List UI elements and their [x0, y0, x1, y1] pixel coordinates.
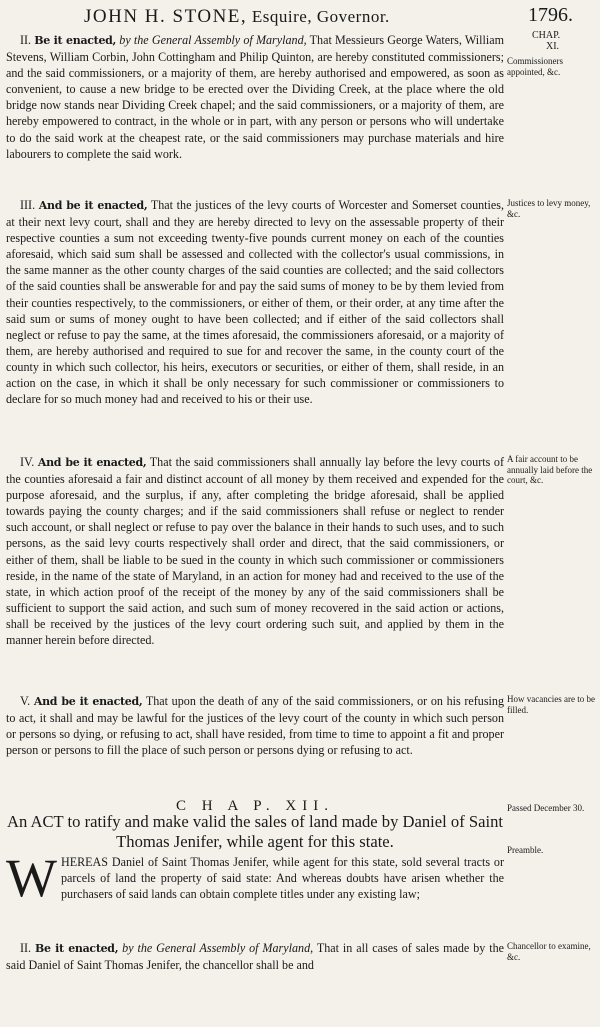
- section-text: That the justices of the levy courts of Worcester and Somerset counties, at their next levy court, shall and they are hereby directed to levy on the assessable property of their respective counties a sum not exceeding twenty-five pounds current money on each of the counties aforesaid, which said sum shall be assessed and collected with the collector's usual commissions, in the same manner as the other county charges of the said counties are collected; and the said collectors of the said counties shall be answerable for and pay the said sums of money to be by them levied from their counties respectively, to the commissioners, or either of them, or their order, at any time after the said sum or sums of money ought to have been collected; and if either of the said collectors shall neglect or refuse to pay the same, at the times aforesaid, the commissioners aforesaid, or a majority of them, are hereby authorised and required to sue for and recover the same, in the county court of the county in which such collector, his heirs, executors or securities, or either of them, shall reside, in an action on the case, in which it shall be only necessary for such commissioner or commissioners to declare for so much money had and received to his or their use.: [6, 198, 504, 407]
- act-title: An ACT to ratify and make valid the sales of land made by Daniel of Saint Thomas Jenifer, while agent for this state.: [6, 812, 503, 851]
- section-text: That upon the death of any of the said commissioners, or on his refusing to act, it shall and may be lawful for the justices of the levy court of the county in which such person or persons so dying, or refusing to act, shall have resided, from time to time to appoint a fit and proper person or persons to fill the place of such person or persons dying or refusing to act.: [6, 694, 505, 758]
- section-number: II.: [20, 941, 32, 955]
- section-text: That Messieurs George Waters, William Stevens, William Corbin, John Cottingham and Philip Quinton, are hereby constituted commissioners; and the said commissioners, or a majority of them, are hereby authorised and empowered, as soon as convenient, to cause a new bridge to be erected over the Dividing Creek, at the place where the old bridge now stands near Dividing Creek chapel; and the said commissioners, or a majority of them, are hereby empowered to contract, in the whole or in part, with any person or persons who will undertake to do the said work at the cheapest rate, or the said commissioners may purchase materials and hire labourers to complete the said work.: [6, 33, 505, 161]
- section-2: [6, 32, 504, 162]
- margin-note-passed: Passed December 30.: [507, 803, 585, 813]
- section-text: That in all cases of sales made by the said Daniel of Saint Thomas Jenifer, the chancellor shall be and: [6, 941, 505, 973]
- enacting-clause: And be it enacted,: [38, 199, 148, 212]
- enacting-clause: And be it enacted,: [33, 695, 143, 708]
- enacting-clause: Be it enacted,: [34, 34, 117, 47]
- chapter-heading: C H A P. XII.: [175, 798, 335, 814]
- margin-note-vacancies: How vacancies are to be filled.: [507, 694, 595, 715]
- section-4: [6, 454, 504, 648]
- chapter-side-word: CHAP.: [532, 30, 561, 41]
- margin-note-chancellor: Chancellor to examine, &c.: [507, 941, 591, 962]
- chapter-side-number: XI.: [546, 41, 560, 52]
- section-number: IV.: [20, 455, 35, 469]
- section-number: V.: [20, 694, 31, 708]
- section-text: That the said commissioners shall annually lay before the levy courts of the counties aforesaid a fair and distinct account of all money by them received and expended for the purpose aforesaid, and the surplus, if any, after completing the bridge aforesaid, shall be applied towards paying the county charges; and if the said commissioners shall refuse or neglect to render such account, or shall neglect or refuse to pay over the balance in their hands to such uses, and to such persons, as the said levy courts respectively shall order and direct, that the said commissioners, or either of them, shall be liable to be sued in the county in which such commissioner or commissioners reside, in the name of the state of Maryland, in an action for money had and received to the use of the state, in which action proof of the receipt of the money by any of the said commissioners shall be sufficient to support the said action, and such sum of money recovered in the said action or actions, shall be received by the justices of the levy court ordering such suit, and applied by them in the manner herein before directed.: [6, 455, 505, 648]
- section-5: [6, 693, 504, 758]
- header-title: [84, 6, 390, 28]
- drop-cap: W: [6, 848, 57, 908]
- chapter-side-label: [532, 30, 598, 52]
- header-year: 1796.: [528, 4, 573, 26]
- margin-note-preamble: Preamble.: [507, 845, 544, 855]
- section-italic: by the General Assembly of Maryland,: [116, 33, 307, 47]
- section-3: [6, 197, 504, 407]
- section-number: II.: [20, 33, 32, 47]
- margin-note-commissioners: Commissioners appointed, &c.: [507, 56, 564, 77]
- enacting-clause: And be it enacted,: [37, 456, 147, 469]
- enacting-clause: Be it enacted,: [35, 942, 119, 955]
- header-title-lead: JOHN H. STONE,: [84, 6, 248, 27]
- margin-note-justices: Justices to levy money, &c.: [507, 198, 591, 219]
- margin-note-account: A fair account to be annually laid before the court, &c.: [507, 454, 593, 485]
- section-italic: by the General Assembly of Maryland,: [118, 941, 314, 955]
- preamble: [6, 848, 504, 908]
- running-header: [0, 4, 600, 28]
- header-title-rest: Esquire, Governor.: [247, 7, 390, 26]
- preamble-text: HEREAS Daniel of Saint Thomas Jenifer, while agent for this state, sold several tracts or parcels of land the property of said state: And whereas doubts have arisen whether the purchasers of said lands can obtain complete titles under any existing law;: [60, 855, 504, 902]
- chapter-12-section-2: [6, 940, 504, 973]
- section-number: III.: [20, 198, 36, 212]
